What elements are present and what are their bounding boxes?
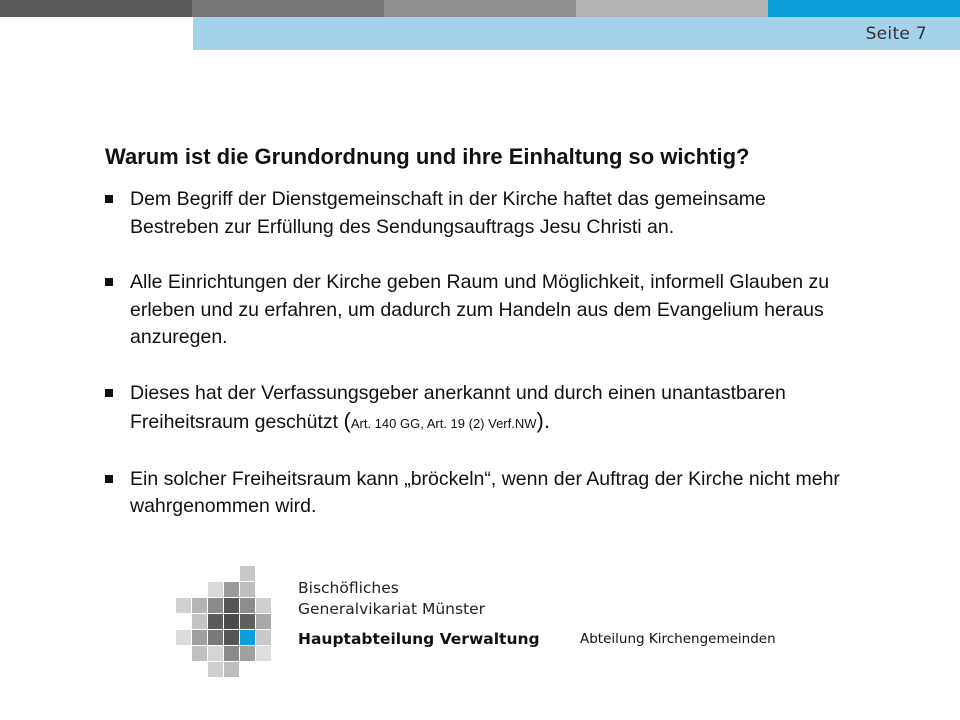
logo-tile bbox=[240, 566, 255, 581]
logo-tile bbox=[192, 598, 207, 613]
logo-tile bbox=[240, 614, 255, 629]
top-bar-segment-4 bbox=[576, 0, 768, 17]
logo-tile bbox=[208, 630, 223, 645]
logo-tile bbox=[240, 630, 255, 645]
logo-tile bbox=[224, 630, 239, 645]
bullet-item bbox=[105, 186, 840, 241]
top-bar-segment-2 bbox=[192, 0, 384, 17]
logo-tile bbox=[192, 646, 207, 661]
logo-tile bbox=[208, 582, 223, 597]
logo-tile bbox=[224, 646, 239, 661]
logo-tile bbox=[176, 598, 191, 613]
bullet-item bbox=[105, 380, 840, 438]
header-band bbox=[193, 17, 960, 50]
legal-reference: Art. 140 GG, Art. 19 (2) Verf.NW bbox=[350, 416, 537, 431]
logo-tile bbox=[176, 630, 191, 645]
logo-tile bbox=[224, 662, 239, 677]
bullet-text: Dieses hat der Verfassungsgeber anerkannt und durch einen unantastbaren Freiheitsraum geschützt bbox=[130, 381, 786, 433]
close-parenthesis: ). bbox=[536, 408, 550, 433]
logo-tile bbox=[224, 582, 239, 597]
page-number: Seite 7 bbox=[865, 24, 927, 44]
mosaic-cross-logo-icon bbox=[176, 566, 281, 678]
logo-tile bbox=[208, 614, 223, 629]
logo-tile bbox=[224, 598, 239, 613]
bullet-text: Alle Einrichtungen der Kirche geben Raum und Möglichkeit, informell Glauben zu erleben und zu erfahren, um dadurch zum Handeln aus dem Evangelium heraus anzuregen. bbox=[130, 271, 830, 348]
logo-tile bbox=[208, 598, 223, 613]
logo-tile bbox=[256, 614, 271, 629]
open-parenthesis: ( bbox=[343, 408, 351, 433]
logo-tile bbox=[240, 646, 255, 661]
department-name: Abteilung Kirchengemeinden bbox=[580, 631, 776, 647]
top-color-bar bbox=[0, 0, 960, 17]
logo-tile bbox=[256, 630, 271, 645]
bullet-item bbox=[105, 269, 840, 352]
square-bullet-icon bbox=[105, 278, 113, 286]
slide-title: Warum ist die Grundordnung und ihre Einhaltung so wichtig? bbox=[105, 144, 750, 169]
org-name-line-2: Generalvikariat Münster bbox=[298, 600, 486, 618]
logo-tile bbox=[256, 598, 271, 613]
top-bar-segment-1 bbox=[0, 0, 192, 17]
logo-tile bbox=[192, 630, 207, 645]
top-bar-segment-3 bbox=[384, 0, 576, 17]
org-name-line-3: Hauptabteilung Verwaltung bbox=[298, 630, 540, 648]
square-bullet-icon bbox=[105, 475, 113, 483]
square-bullet-icon bbox=[105, 195, 113, 203]
logo-tile bbox=[192, 614, 207, 629]
square-bullet-icon bbox=[105, 389, 113, 397]
bullet-item bbox=[105, 466, 840, 521]
org-name-line-1: Bischöfliches bbox=[298, 579, 399, 597]
logo-tile bbox=[240, 582, 255, 597]
bullet-text: Dem Begriff der Dienstgemeinschaft in der Kirche haftet das gemeinsame Bestreben zur Erfüllung des Sendungsauftrags Jesu Christi an. bbox=[130, 188, 766, 238]
logo-tile bbox=[208, 646, 223, 661]
bullet-text: Ein solcher Freiheitsraum kann „bröckeln“, wenn der Auftrag der Kirche nicht mehr wahrgenommen wird. bbox=[130, 467, 840, 517]
logo-tile bbox=[224, 614, 239, 629]
logo-tile bbox=[208, 662, 223, 677]
logo-tile bbox=[256, 646, 271, 661]
top-bar-segment-5 bbox=[768, 0, 960, 17]
logo-tile bbox=[240, 598, 255, 613]
bullet-list bbox=[105, 186, 840, 549]
